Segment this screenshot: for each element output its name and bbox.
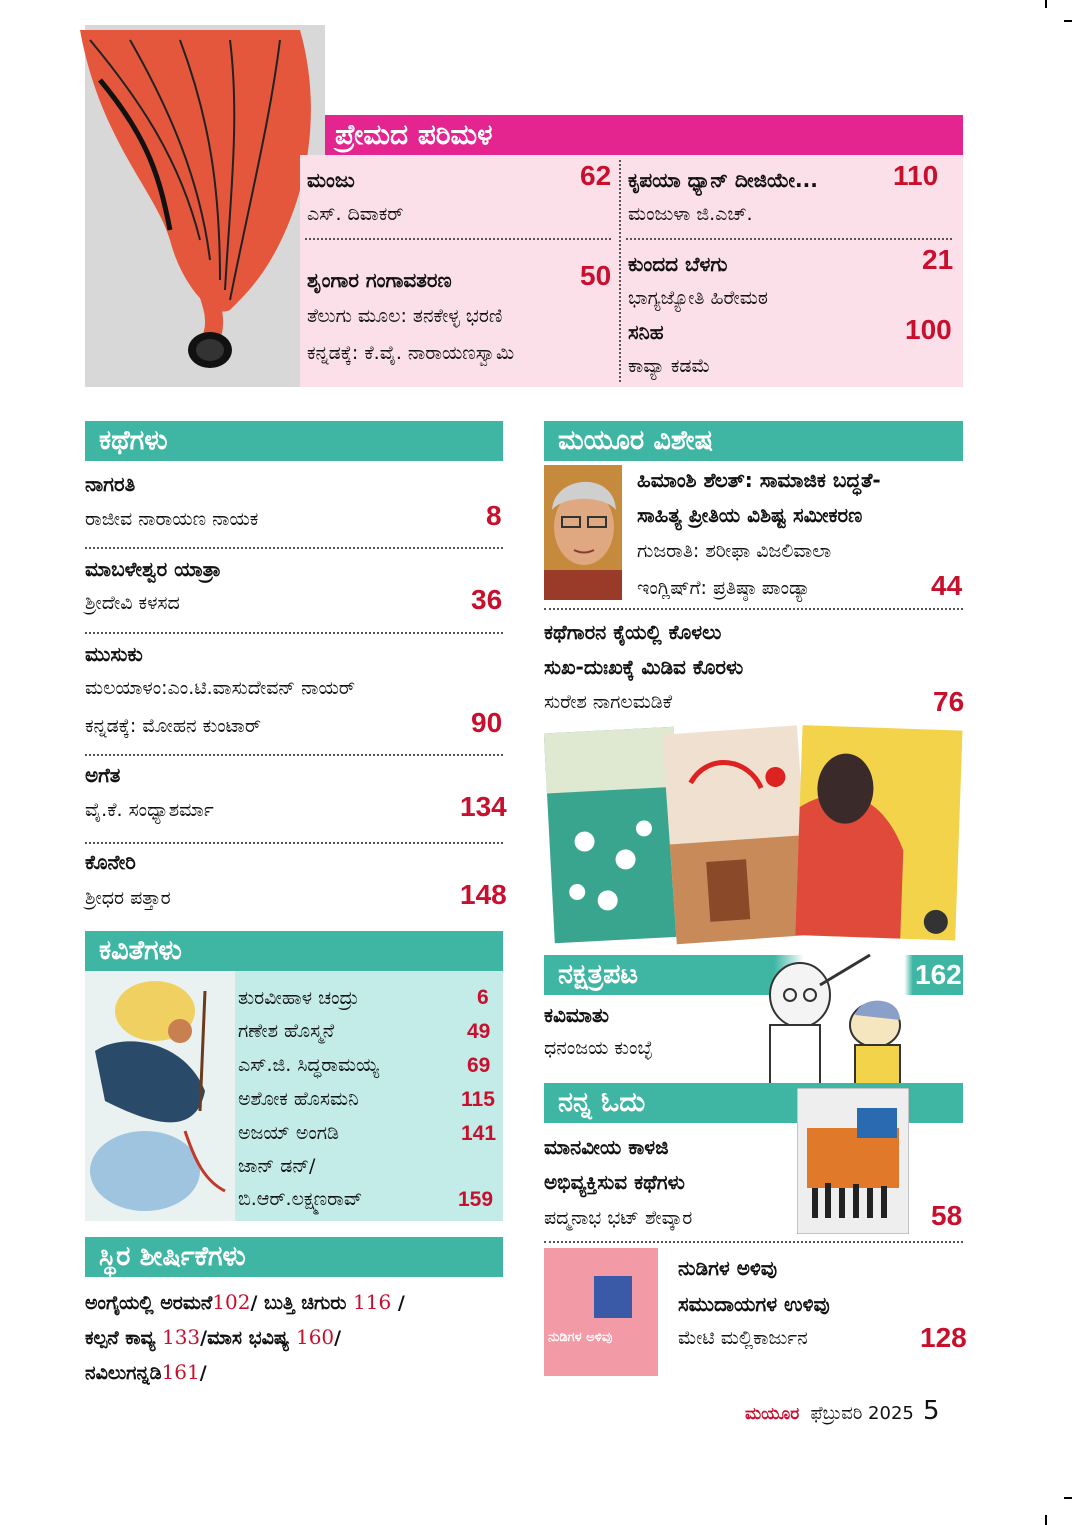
review-title-line: ಅಭಿವ್ಯಕ್ತಿಸುವ ಕಥೆಗಳು [544, 1170, 685, 1194]
story-title: ಕೃಪಯಾ ಧ್ಯಾನ್ ದೀಜಿಯೇ... [628, 168, 818, 192]
feature-title-line: ಹಿಮಾಂಶಿ ಶೆಲತ್: ಸಾಮಾಜಿಕ ಬದ್ಧತೆ- [637, 468, 881, 492]
poet-illustration [85, 971, 235, 1221]
footer [745, 1396, 940, 1426]
sthira-header [85, 1237, 503, 1277]
poet-name: ಅಶೋಕ ಹೊಸಮನಿ [238, 1088, 359, 1110]
book-cover-pattern [594, 1276, 632, 1318]
page-number: 141 [461, 1122, 497, 1145]
sthira-list [85, 1285, 505, 1390]
feature-title-line: ಕಥೆಗಾರನ ಕೈಯಲ್ಲಿ ಕೊಳಲು [544, 620, 722, 644]
page-number: 110 [893, 160, 939, 191]
book-cover [544, 1248, 658, 1376]
poet-name: ಎಸ್.ಜಿ. ಸಿದ್ಧರಾಮಯ್ಯ [238, 1054, 380, 1076]
book-cover-title: ನುಡಿಗಳ ಅಳಿವು [548, 1330, 613, 1345]
page-folio: 5 [922, 1396, 940, 1426]
dotted-divider [85, 632, 503, 634]
page-number: 128 [920, 1322, 967, 1353]
page-number: 58 [931, 1200, 963, 1231]
review-title-line: ಮಾನವೀಯ ಕಾಳಜಿ [544, 1135, 669, 1159]
feature-title-line: ಸಾಹಿತ್ಯ ಪ್ರೀತಿಯ ವಿಶಿಷ್ಟ ಸಮೀಕರಣ [637, 503, 863, 527]
story-origin: ಮಲಯಾಳಂ:ಎಂ.ಟಿ.ವಾಸುದೇವನ್ ನಾಯರ್ [85, 677, 356, 699]
story-title: ಸನಿಹ [628, 320, 664, 344]
dotted-divider [85, 754, 503, 756]
page-number: 90 [471, 707, 503, 738]
page-number: 134 [460, 791, 507, 822]
feature-author: ಸುರೇಶ ನಾಗಲಮಡಿಕೆ [544, 691, 673, 713]
book-covers-collage [544, 720, 964, 950]
story-author: ಭಾಗ್ಯಜ್ಯೋತಿ ಹಿರೇಮಠ [628, 287, 768, 309]
review-title-line: ನುಡಿಗಳ ಅಳಿವು [678, 1256, 778, 1280]
feature-origin: ಗುಜರಾತಿ: ಶರೀಫಾ ವಿಜಲಿವಾಲಾ [637, 540, 832, 562]
prema-header-text: ಪ್ರೇಮದ ಪರಿಮಳ [335, 118, 493, 151]
story-origin: ತೆಲುಗು ಮೂಲ: ತನಕೇಳ್ಳ ಭರಣಿ [307, 305, 503, 327]
page-number: 148 [460, 879, 507, 910]
dotted-divider [85, 842, 503, 844]
feature-title: ಕವಿಮಾತು [544, 1003, 609, 1027]
story-author: ಮಂಜುಳಾ ಜಿ.ಎಚ್. [628, 203, 753, 225]
page-number: 133 [161, 1325, 201, 1349]
review-author: ಮೇಟಿ ಮಲ್ಲಿಕಾರ್ಜುನ [678, 1327, 808, 1349]
book-cover [797, 1088, 909, 1234]
story-title: ಕುಂದದ ಬೆಳಗು [628, 252, 728, 276]
poet-name: ಬಿ.ಆರ್.ಲಕ್ಷ್ಮಣರಾವ್ [238, 1188, 363, 1210]
crop-mark [1064, 20, 1072, 22]
story-author: ಶ್ರೀಧರ ಪತ್ತಾರ [85, 887, 171, 909]
dotted-divider [544, 608, 963, 610]
magazine-brand: ಮಯೂರ [745, 1404, 800, 1424]
cartoon-illustration [730, 945, 920, 1085]
separator: / [200, 1327, 208, 1349]
feature-translator: ಇಂಗ್ಲಿಷ್‌ಗೆ: ಪ್ರತಿಷ್ಠಾ ಪಾಂಡ್ಯಾ [637, 577, 811, 599]
story-author: ರಾಜೀವ ನಾರಾಯಣ ನಾಯಕ [85, 508, 259, 530]
page-number: 160 [295, 1325, 335, 1349]
kavitegalu-header [85, 931, 503, 971]
section-title: ಕವಿತೆಗಳು [99, 935, 182, 966]
column-name: ಬುತ್ತಿ ಚಿಗುರು [264, 1292, 354, 1314]
separator: / [250, 1292, 258, 1314]
story-title: ಕೊನೇರಿ [85, 850, 136, 874]
page-number: 116 [353, 1290, 392, 1314]
story-author: ಎಸ್. ದಿವಾಕರ್ [307, 203, 404, 225]
page-number: 100 [905, 314, 952, 345]
story-title: ನಾಗರತಿ [85, 472, 136, 496]
hair-illustration [60, 20, 330, 390]
dotted-divider [85, 547, 503, 549]
column-name: ಕಲ್ಪನೆ ಕಾವ್ಯ [85, 1327, 162, 1349]
column-name: ನವಿಲುಗನ್ನಡಿ [85, 1362, 162, 1384]
page-number: 161 [161, 1360, 200, 1384]
story-author: ವೈ.ಕೆ. ಸಂಧ್ಯಾಶರ್ಮಾ [85, 799, 214, 821]
separator: / [391, 1292, 405, 1314]
separator: / [334, 1327, 342, 1349]
prema-divider [619, 160, 621, 382]
kathegalu-header [85, 421, 503, 461]
story-translator: ಕನ್ನಡಕ್ಕೆ: ಕೆ.ವೈ. ನಾರಾಯಣಸ್ವಾಮಿ [307, 342, 515, 364]
dotted-divider [626, 238, 952, 240]
story-title: ಮಾಬಳೇಶ್ವರ ಯಾತ್ರಾ [85, 557, 222, 581]
author-photo [544, 465, 622, 600]
page-number: 69 [467, 1054, 491, 1077]
section-title: ಸ್ಥಿರ ಶೀರ್ಷಿಕೆಗಳು [99, 1241, 246, 1272]
section-title: ನನ್ನ ಓದು [558, 1087, 646, 1118]
page-number: 6 [477, 986, 489, 1009]
mayura-header [544, 421, 963, 461]
page-number: 76 [933, 686, 965, 717]
page-number: 102 [212, 1290, 251, 1314]
section-title: ಮಯೂರ ವಿಶೇಷ [558, 425, 713, 456]
crop-mark [1045, 1515, 1047, 1525]
story-author: ಕಾವ್ಯಾ ಕಡಮೆ [628, 355, 711, 377]
section-title: ನಕ್ಷತ್ರಪಟ [558, 959, 639, 990]
page-number: 36 [471, 584, 503, 615]
prema-header [325, 115, 963, 155]
column-name: ಮಾಸ ಭವಿಷ್ಯ [207, 1327, 296, 1349]
page-number: 44 [931, 570, 963, 601]
dotted-divider [305, 238, 611, 240]
story-translator: ಕನ್ನಡಕ್ಕೆ: ಮೋಹನ ಕುಂಟಾರ್ [85, 715, 262, 737]
page-number: 115 [461, 1088, 495, 1111]
page-number: 50 [580, 260, 612, 291]
separator: / [199, 1362, 207, 1384]
page-number: 62 [580, 160, 612, 191]
poet-name: ಅಜಯ್ ಅಂಗಡಿ [238, 1122, 340, 1144]
story-title: ಶೃಂಗಾರ ಗಂಗಾವತರಣ [307, 268, 452, 292]
story-title: ಮಂಜು [307, 168, 355, 192]
crop-mark [1045, 0, 1047, 8]
page-number: 159 [458, 1188, 494, 1211]
crop-mark [1064, 1497, 1072, 1499]
review-author: ಪದ್ಮನಾಭ ಭಟ್ ಶೇವ್ಕಾರ [544, 1207, 693, 1229]
section-title: ಕಥೆಗಳು [99, 425, 168, 456]
story-author: ಶ್ರೀದೇವಿ ಕಳಸದ [85, 592, 180, 614]
column-name: ಅಂಗೈಯಲ್ಲಿ ಅರಮನೆ [85, 1292, 213, 1314]
poet-name: ತುರವೀಹಾಳ ಚಂದ್ರು [238, 987, 359, 1009]
poet-name: ಗಣೇಶ ಹೊಸ್ಮನೆ [238, 1020, 335, 1042]
issue-date: ಫೆಬ್ರುವರಿ 2025 [810, 1403, 914, 1424]
feature-author: ಧನಂಜಯ ಕುಂಬ್ಳೆ [544, 1037, 653, 1059]
feature-title-line: ಸುಖ-ದುಃಖಕ್ಕೆ ಮಿಡಿವ ಕೊರಳು [544, 655, 744, 679]
page-number: 162 [915, 959, 962, 990]
page-number: 21 [922, 244, 954, 275]
dotted-divider [544, 1241, 963, 1243]
page-number: 8 [486, 500, 502, 531]
review-title-line: ಸಮುದಾಯಗಳ ಉಳಿವು [678, 1292, 830, 1316]
story-title: ಅಗೆತ [85, 763, 121, 787]
story-title: ಮುಸುಕು [85, 642, 143, 666]
poet-name: ಜಾನ್ ಡನ್/ [238, 1155, 316, 1177]
page-number: 49 [467, 1020, 491, 1043]
